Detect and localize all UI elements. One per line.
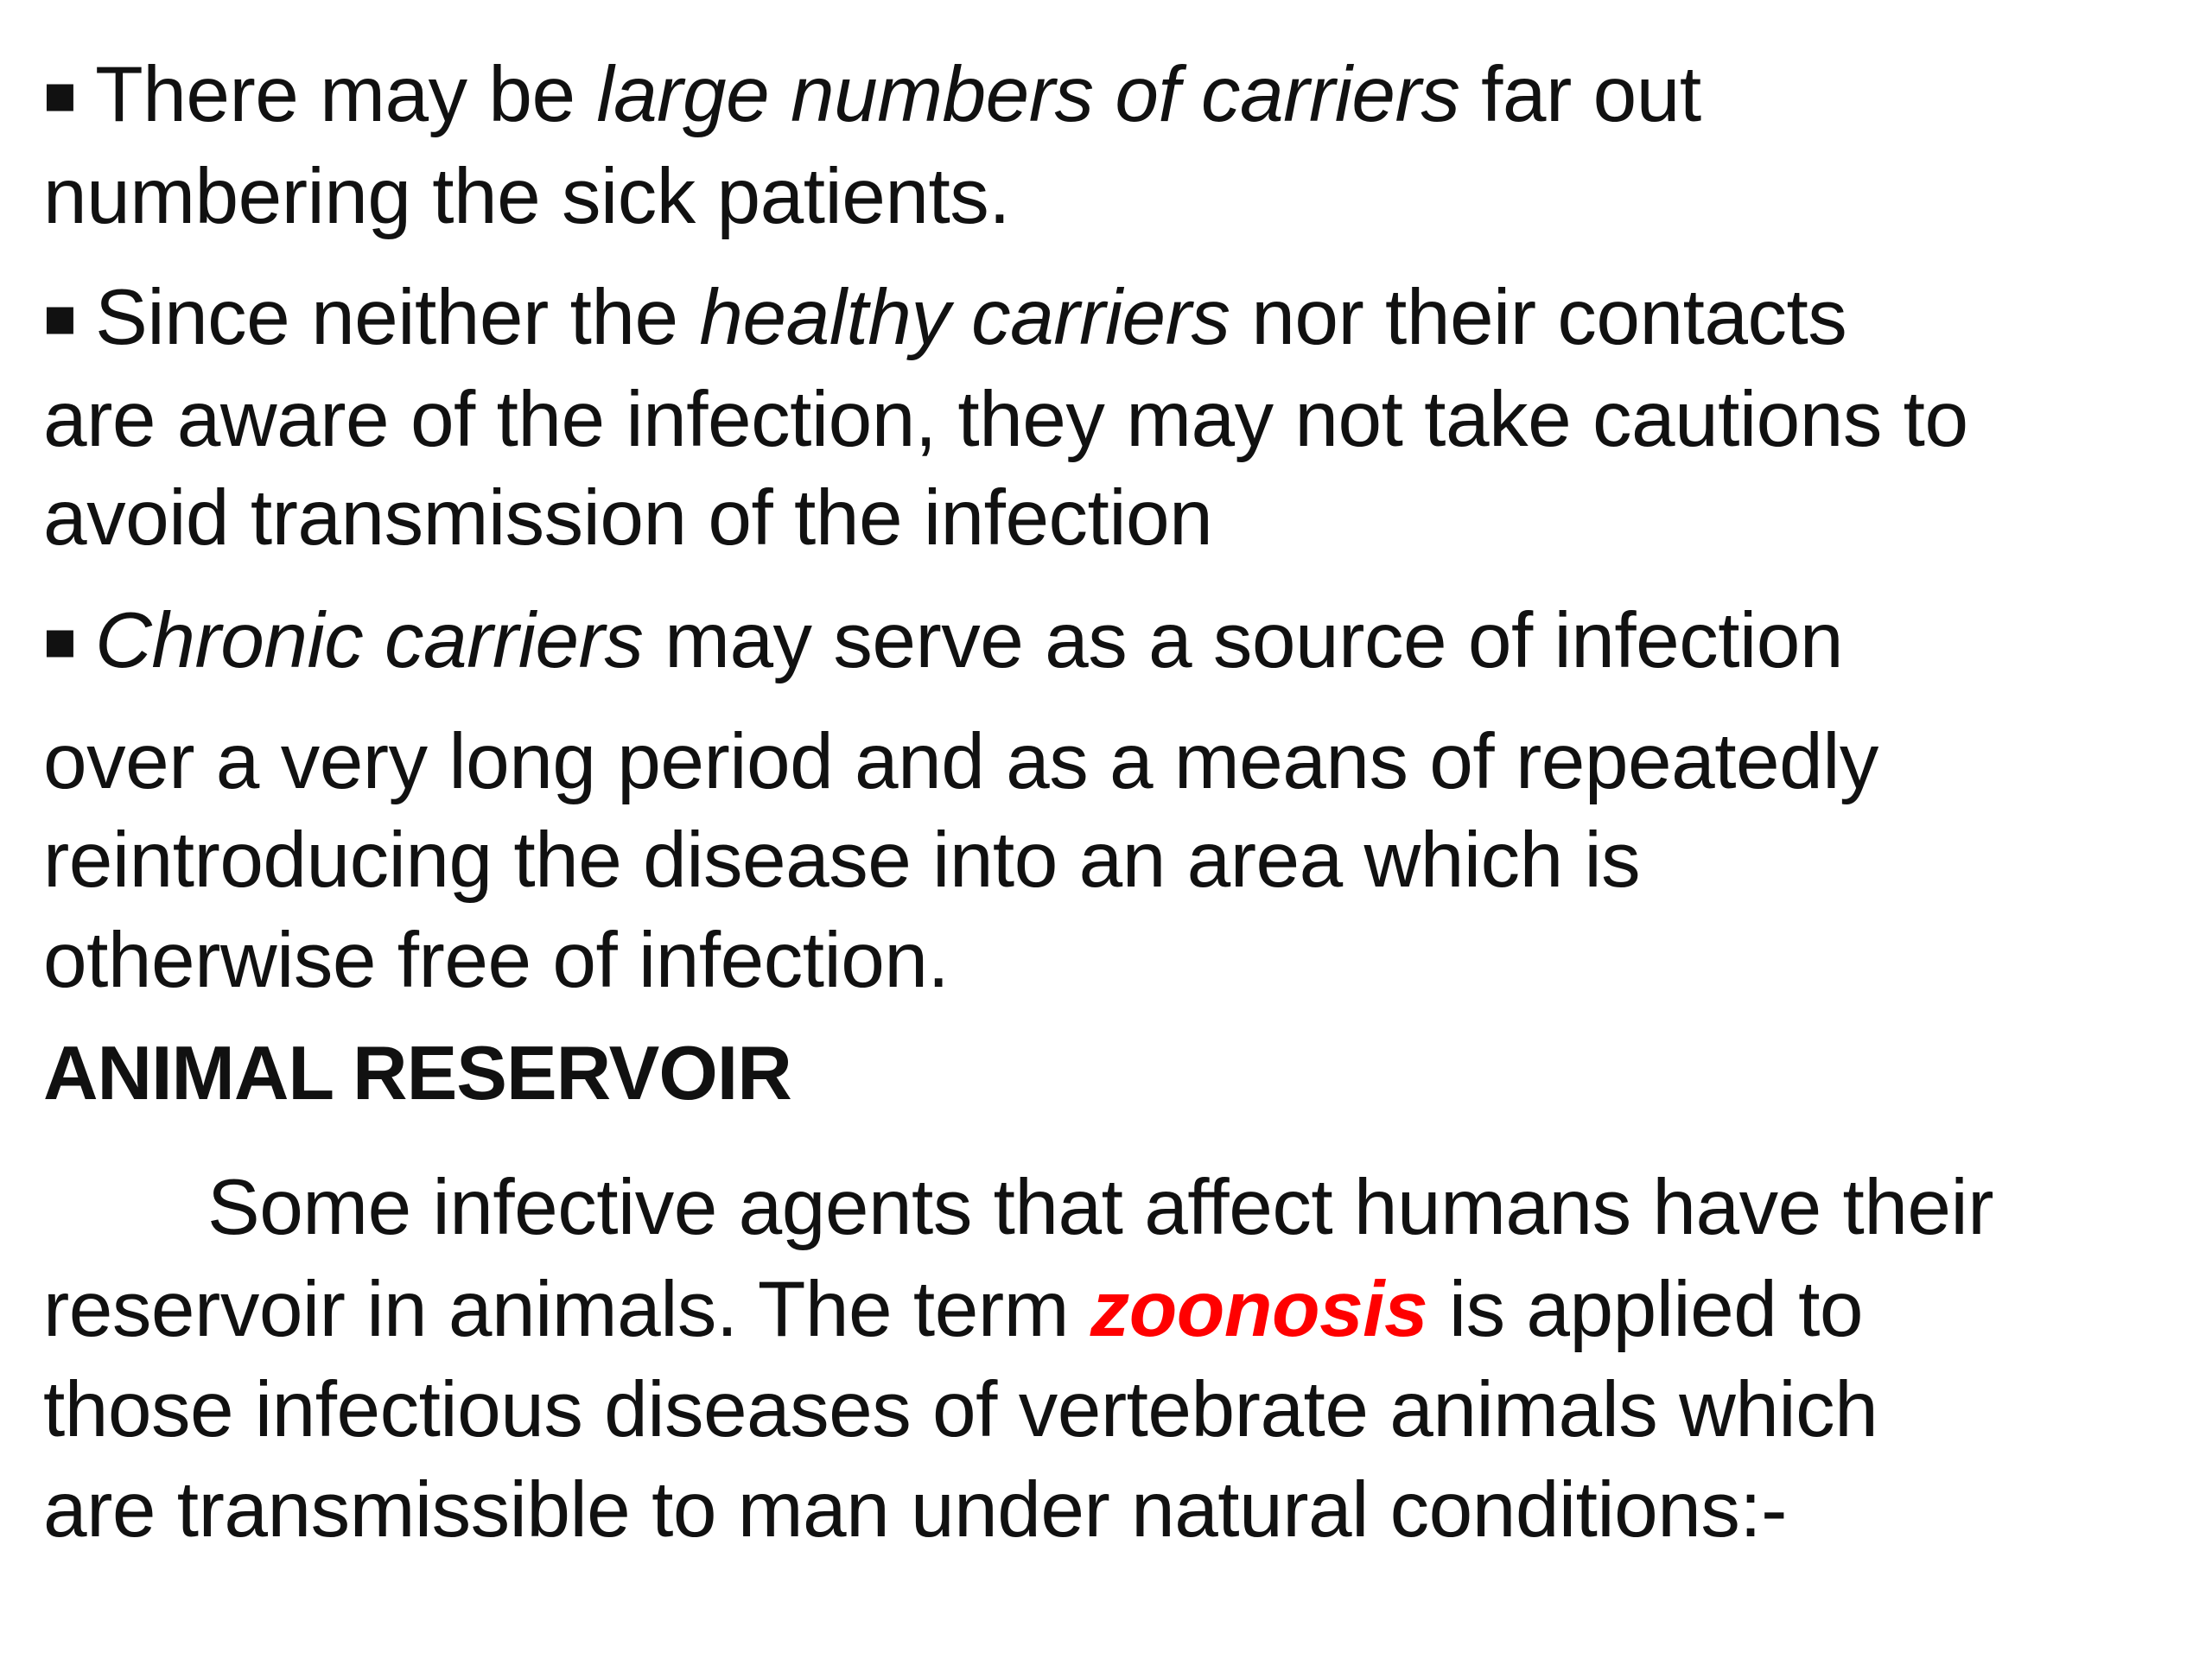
bullet-1-line-1 — [43, 51, 1701, 138]
bullet-1-line-2: numbering the sick patients. — [43, 153, 1011, 240]
bullet-3-line-1 — [43, 597, 1843, 684]
bullet-1-emphasis: large numbers of carriers — [596, 51, 1460, 138]
section-line-4: are transmissible to man under natural conditions:- — [43, 1466, 1787, 1554]
section-line-2 — [43, 1266, 1864, 1353]
section-line-3: those infectious diseases of vertebrate animals which — [43, 1366, 1878, 1453]
bullet-3-line-4: otherwise free of infection. — [43, 917, 950, 1004]
section-heading: ANIMAL RESERVOIR — [43, 1030, 791, 1116]
bullet-2-line-2: are aware of the infection, they may not take cautions to — [43, 376, 1968, 463]
square-bullet-icon: ■ — [43, 610, 77, 672]
section-line-2-post: is applied to — [1427, 1266, 1864, 1353]
zoonosis-term: zoonosis — [1090, 1266, 1428, 1353]
section-line-1: Some infective agents that affect humans have their — [207, 1164, 1994, 1251]
bullet-3-emphasis: Chronic carriers — [95, 597, 644, 684]
bullet-1-text-pre: There may be — [95, 51, 597, 138]
bullet-1-text-post: far out — [1459, 51, 1701, 138]
bullet-3-text-post: may serve as a source of infection — [643, 597, 1843, 684]
section-line-2-pre: reservoir in animals. The term — [43, 1266, 1090, 1353]
bullet-3-line-3: reintroducing the disease into an area which is — [43, 817, 1641, 904]
bullet-2-line-1 — [43, 274, 1847, 361]
square-bullet-icon: ■ — [43, 64, 77, 126]
square-bullet-icon: ■ — [43, 287, 77, 349]
bullet-2-text-pre: Since neither the — [95, 274, 700, 361]
bullet-2-text-post: nor their contacts — [1230, 274, 1847, 361]
bullet-2-emphasis: healthy carriers — [699, 274, 1230, 361]
bullet-2-line-3: avoid transmission of the infection — [43, 474, 1213, 562]
bullet-3-line-2: over a very long period and as a means of repeatedly — [43, 718, 1878, 805]
